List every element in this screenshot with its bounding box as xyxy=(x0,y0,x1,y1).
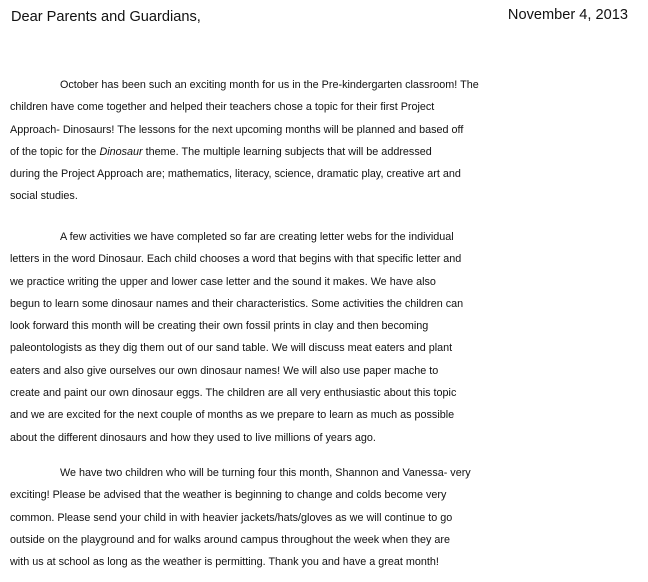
paragraph-line: during the Project Approach are; mathematics, literacy, science, dramatic play, creative art and xyxy=(10,168,461,181)
paragraph-line: create and paint our own dinosaur eggs. The children are all very enthusiastic about this topic xyxy=(10,387,457,400)
paragraph-line: A few activities we have completed so far are creating letter webs for the individual xyxy=(60,231,454,243)
paragraph-line: about the different dinosaurs and how they used to live millions of years ago. xyxy=(10,431,376,444)
paragraph-line: We have two children who will be turning four this month, Shannon and Vanessa- very xyxy=(60,467,471,479)
paragraph-2 xyxy=(10,226,638,449)
paragraph-line: October has been such an exciting month for us in the Pre-kindergarten classroom! The xyxy=(60,79,479,91)
paragraph-line: eaters and also give ourselves our own dinosaur names! We will also use paper mache to xyxy=(10,364,439,377)
paragraph-line: begun to learn some dinosaur names and their characteristics. Some activities the children can xyxy=(10,297,464,310)
line-text: theme. The multiple learning subjects that will be addressed xyxy=(142,145,432,158)
paragraph-line: look forward this month will be creating their own fossil prints in clay and then becoming xyxy=(10,320,429,333)
letter-date: November 4, 2013 xyxy=(507,7,628,23)
paragraph-line: outside on the playground and for walks around campus throughout the week when they are xyxy=(10,533,450,546)
paragraph-3 xyxy=(10,462,638,573)
paragraph-line: and we are excited for the next couple of months as we prepare to learn as much as possible xyxy=(10,409,455,422)
paragraph-line: children have come together and helped their teachers chose a topic for their first Project xyxy=(10,101,435,114)
paragraph-line: with us at school as long as the weather is permitting. Thank you and have a great month! xyxy=(10,556,439,569)
paragraph-line: letters in the word Dinosaur. Each child chooses a word that begins with that specific letter and xyxy=(10,253,462,266)
salutation: Dear Parents and Guardians, xyxy=(11,9,201,25)
paragraph-line: paleontologists as they dig them out of our sand table. We will discuss meat eaters and plant xyxy=(10,342,453,355)
line-text: of the topic for the xyxy=(10,145,100,158)
paragraph-line: we practice writing the upper and lower case letter and the sound it makes. We have also xyxy=(10,275,436,288)
paragraph-line: Approach- Dinosaurs! The lessons for the next upcoming months will be planned and based off xyxy=(10,123,464,136)
paragraph-line: social studies. xyxy=(10,190,78,203)
theme-word: Dinosaur xyxy=(99,145,143,158)
paragraph-line xyxy=(0,141,638,163)
paragraph-1 xyxy=(10,74,638,208)
paragraph-line: common. Please send your child in with heavier jackets/hats/gloves as we will continue to go xyxy=(10,511,453,524)
paragraph-line: exciting! Please be advised that the weather is beginning to change and colds become very xyxy=(10,489,447,502)
